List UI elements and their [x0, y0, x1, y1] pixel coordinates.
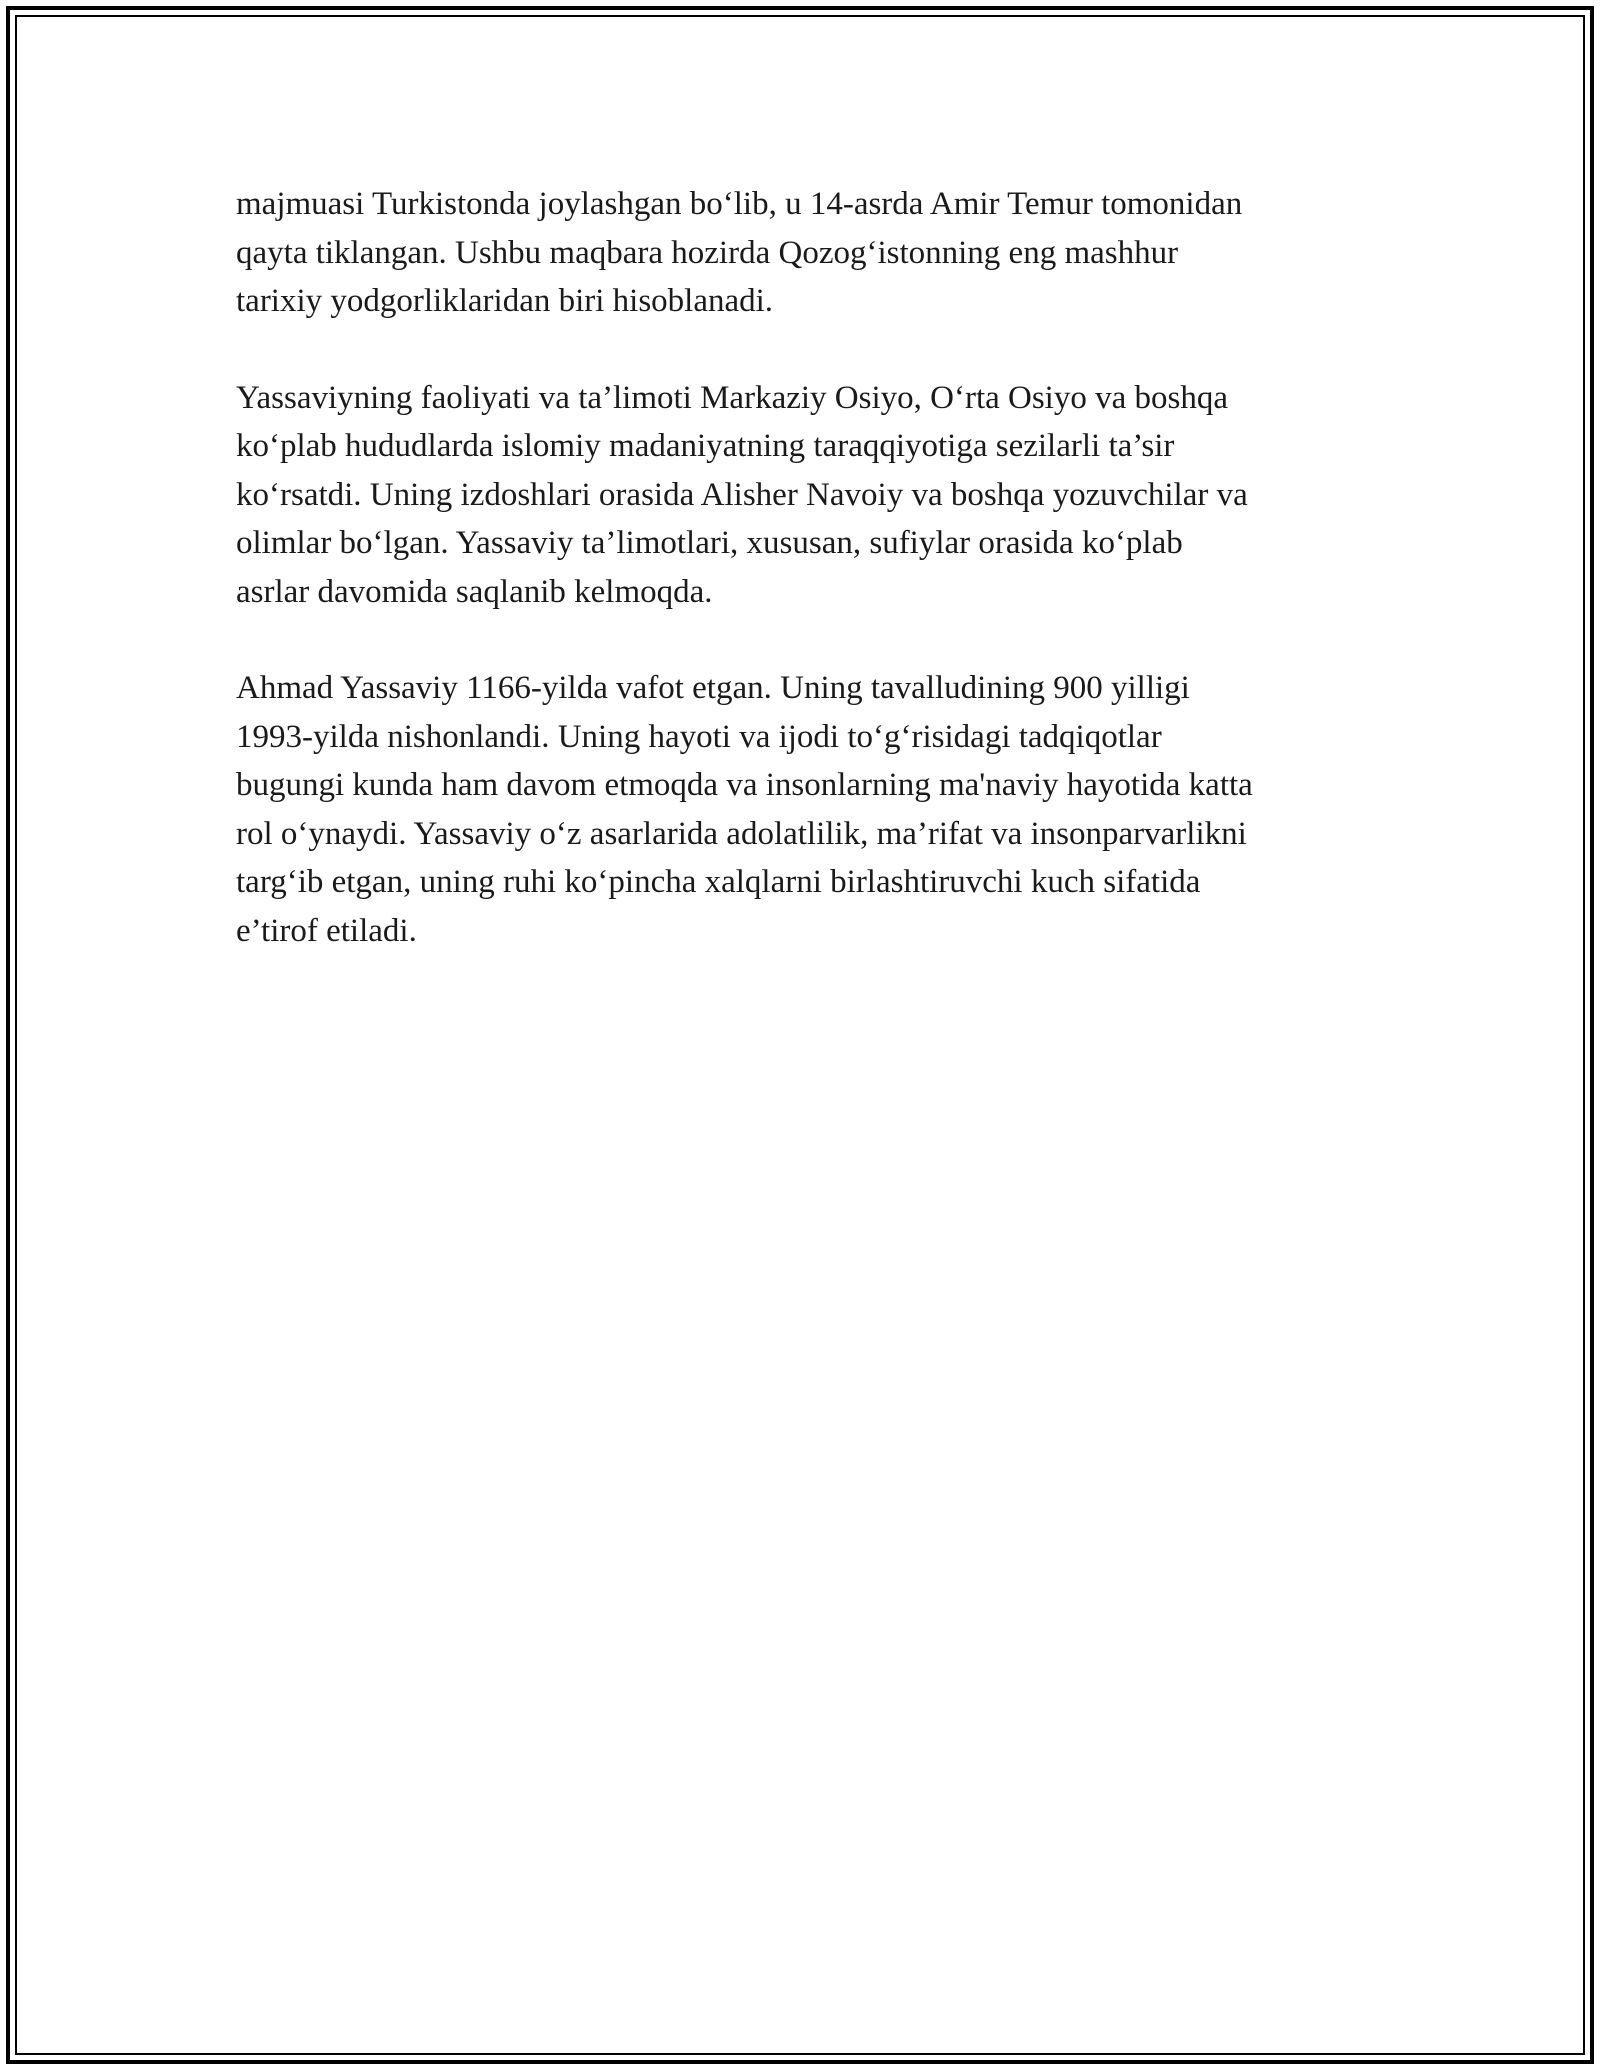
paragraph-3 — [236, 664, 1376, 955]
text-line: Yassaviyning faoliyati va ta’limoti Markaziy Osiyo, O‘rta Osiyo va boshqa — [236, 379, 1228, 416]
text-line: majmuasi Turkistonda joylashgan bo‘lib, u 14-asrda Amir Temur tomonidan — [236, 186, 1243, 222]
paragraph-2 — [236, 374, 1376, 617]
text-line: olimlar bo‘lgan. Yassaviy ta’limotlari, xususan, sufiylar orasida ko‘plab — [236, 525, 1183, 561]
text-line: tarixiy yodgorliklaridan biri hisoblanadi. — [236, 283, 774, 319]
text-line: ko‘plab hududlarda islomiy madaniyatning taraqqiyotiga sezilarli ta’sir — [236, 428, 1175, 464]
text-line: e’tirof etiladi. — [236, 912, 417, 949]
text-line: ko‘rsatdi. Uning izdoshlari orasida Alisher Navoiy va boshqa yozuvchilar va — [236, 476, 1248, 513]
text-line: 1993-yilda nishonlandi. Uning hayoti va ijodi to‘g‘risidagi tadqiqotlar — [236, 718, 1162, 755]
text-line: Ahmad Yassaviy 1166-yilda vafot etgan. Uning tavalludining 900 yilligi — [236, 670, 1190, 706]
document-body — [236, 180, 1376, 1003]
text-line: bugungi kunda ham davom etmoqda va insonlarning ma'naviy hayotida katta — [236, 767, 1253, 803]
text-line: asrlar davomida saqlanib kelmoqda. — [236, 573, 713, 610]
text-line: targ‘ib etgan, uning ruhi ko‘pincha xalqlarni birlashtiruvchi kuch sifatida — [236, 864, 1201, 900]
text-line: qayta tiklangan. Ushbu maqbara hozirda Qozog‘istonning eng mashhur — [236, 234, 1179, 271]
paragraph-1 — [236, 180, 1376, 326]
text-line: rol o‘ynaydi. Yassaviy o‘z asarlarida adolatlilik, ma’rifat va insonparvarlikni — [236, 815, 1247, 852]
